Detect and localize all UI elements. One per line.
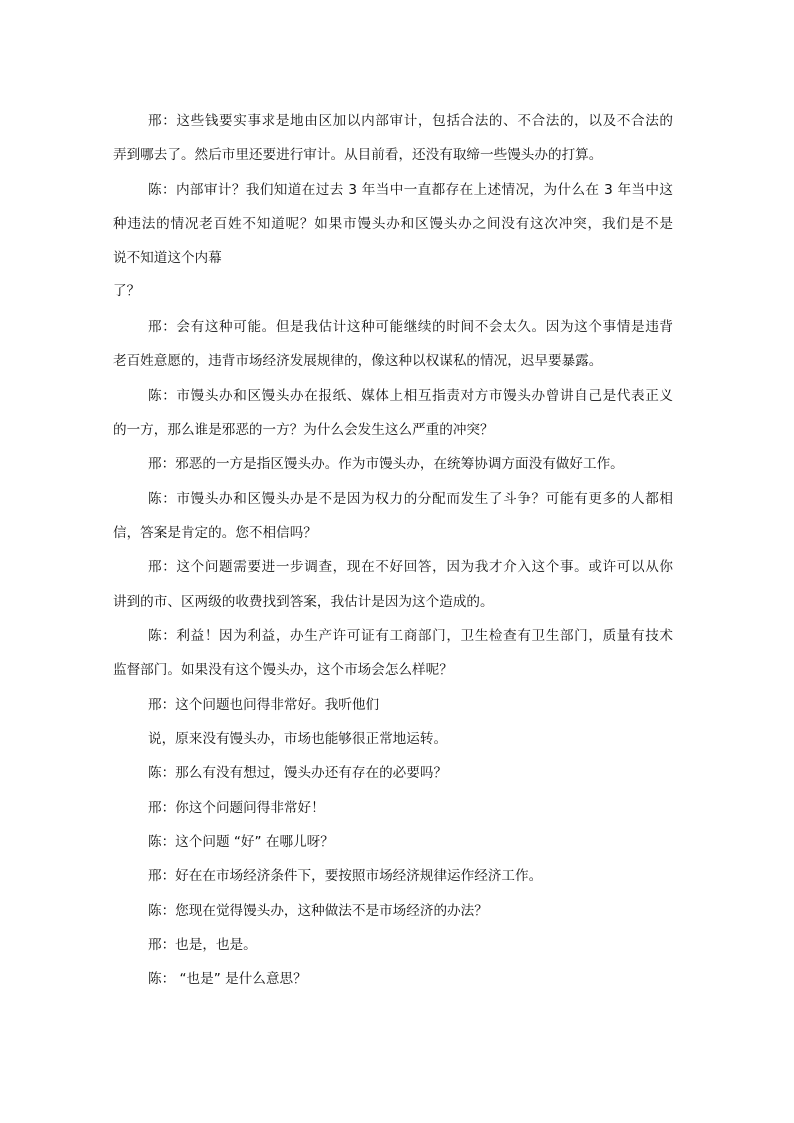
text-line: 邢：邪恶的一方是指区馒头办。作为市馒头办，在统筹协调方面没有做好工作。 bbox=[148, 456, 624, 472]
text-line: 弄到哪去了。然后市里还要进行审计。从目前看，还没有取缔一些馒头办的打算。 bbox=[113, 147, 603, 163]
text-line: 邢：会有这种可能。但是我估计这种可能继续的时间不会太久。因为这个事情是违背 bbox=[148, 319, 673, 335]
text-line: 陈：这个问题 “好” 在哪儿呀？ bbox=[148, 834, 334, 850]
text-line: 信，答案是肯定的。您不相信吗？ bbox=[113, 525, 317, 541]
text-line: 老百姓意愿的，违背市场经济发展规律的，像这种以权谋私的情况，迟早要暴露。 bbox=[113, 353, 603, 369]
text-line: 陈：市馒头办和区馒头办是不是因为权力的分配而发生了斗争？可能有更多的人都相 bbox=[148, 491, 673, 507]
text-line: 讲到的市、区两级的收费找到答案，我估计是因为这个造成的。 bbox=[113, 594, 494, 610]
text-line: 邢：这个问题也问得非常好。我听他们 bbox=[148, 697, 380, 713]
text-line: 邢：这个问题需要进一步调查，现在不好回答，因为我才介入这个事。或许可以从你 bbox=[148, 559, 673, 575]
text-line: 的一方，那么谁是邪恶的一方？为什么会发生这么严重的冲突？ bbox=[113, 422, 494, 438]
text-line: 邢：好在在市场经济条件下，要按照市场经济规律运作经济工作。 bbox=[148, 868, 543, 884]
text-line: 说不知道这个内幕 bbox=[113, 250, 222, 266]
text-line: 监督部门。如果没有这个馒头办，这个市场会怎么样呢？ bbox=[113, 662, 453, 678]
text-line: 了？ bbox=[113, 283, 141, 299]
text-line: 陈：您现在觉得馒头办，这种做法不是市场经济的办法？ bbox=[148, 903, 488, 919]
text-line: 陈：内部审计？我们知道在过去 3 年当中一直都存在上述情况，为什么在 3 年当中这 bbox=[148, 182, 673, 198]
text-line: 陈：市馒头办和区馒头办在报纸、媒体上相互指责对方市馒头办曾讲自己是代表正义 bbox=[148, 388, 673, 404]
text-line: 陈：那么有没有想过，馒头办还有存在的必要吗？ bbox=[148, 765, 448, 781]
text-line: 邢：也是，也是。 bbox=[148, 937, 257, 953]
text-line: 邢：这些钱要实事求是地由区加以内部审计，包括合法的、不合法的，以及不合法的 bbox=[148, 113, 673, 129]
text-line: 说，原来没有馒头办，市场也能够很正常地运转。 bbox=[148, 731, 448, 747]
text-line: 陈： “也是” 是什么意思？ bbox=[148, 971, 307, 987]
text-line: 邢：你这个问题问得非常好！ bbox=[148, 800, 325, 816]
text-line: 种违法的情况老百姓不知道呢？如果市馒头办和区馒头办之间没有这次冲突，我们是不是 bbox=[113, 216, 673, 232]
text-line: 陈：利益！因为利益，办生产许可证有工商部门，卫生检查有卫生部门，质量有技术 bbox=[148, 628, 673, 644]
